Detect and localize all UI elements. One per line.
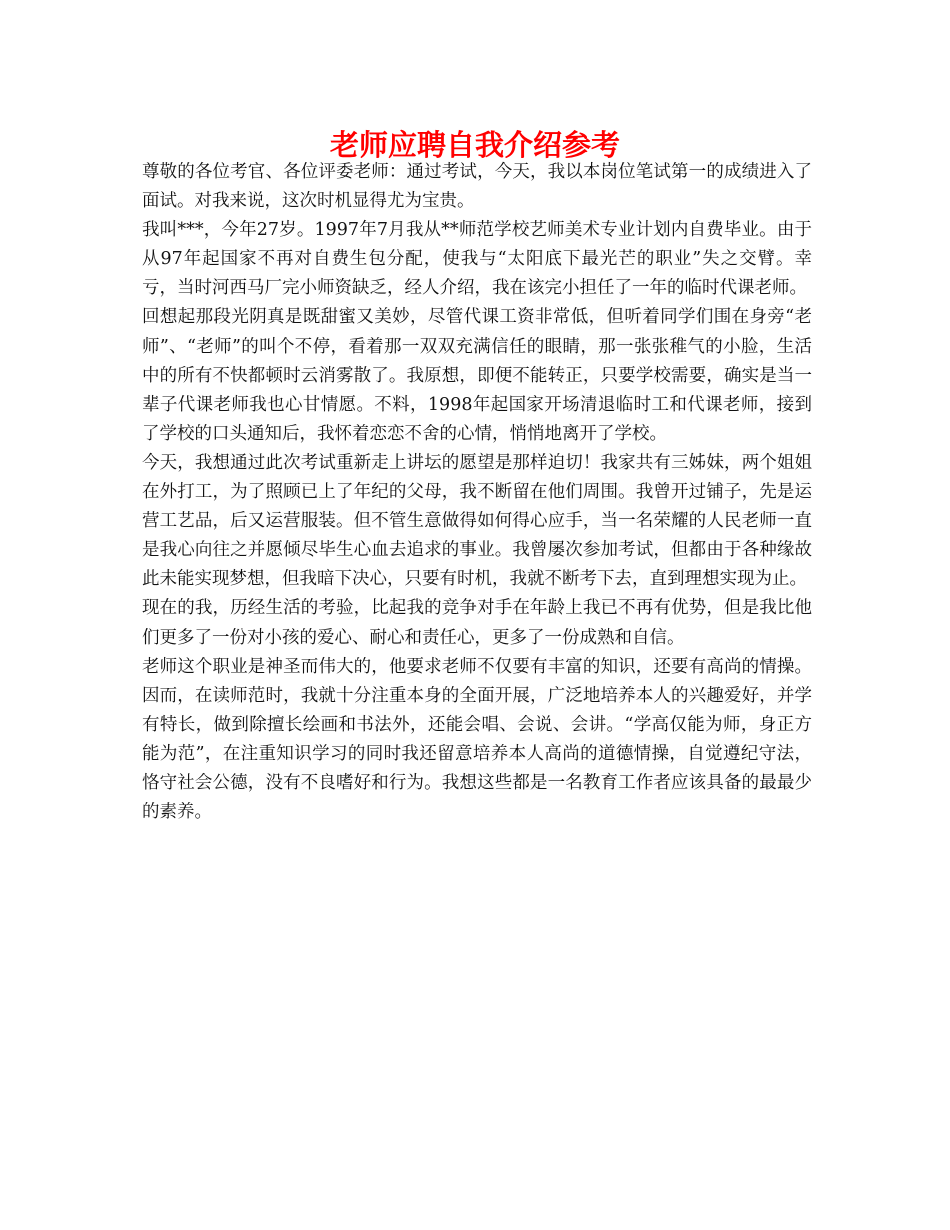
paragraph-background: 我叫***，今年27岁。1997年7月我从**师范学校艺师美术专业计划内自费毕业。由于从97年起国家不再对自费生包分配，使我与“太阳底下最光芒的职业”失之交臂。幸亏，当时河西马厂完小师资缺乏，经人介绍，我在该完小担任了一年的临时代课老师。: [142, 220, 812, 299]
paragraph-aspiration: 今天，我想通过此次考试重新走上讲坛的愿望是那样迫切！我家共有三姊妹，两个姐姐在外打工，为了照顾已上了年纪的父母，我不断留在他们周围。我曾开过铺子，先是运营工艺品，后又运营服装。但不管生意做得如何得心应手，当一名荣耀的人民老师一直是我心向往之并愿倾尽毕生心血去追求的事业。我曾屡次参加考试，但都由于各种缘故此未能实现梦想，但我暗下决心，只要有时机，我就不断考下去，直到理想实现为止。: [142, 452, 812, 590]
paragraph-teaching-profession: 老师这个职业是神圣而伟大的，他要求老师不仅要有丰富的知识，还要有高尚的情操。因而，在读师范时，我就十分注重本身的全面开展，广泛地培养本人的兴趣爱好，并学有特长，做到除擅长绘画和书法外，还能会唱、会说、会讲。“学高仅能为师，身正方能为范”，在注重知识学习的同时我还留意培养本人高尚的道德情操，自觉遵纪守法，恪守社会公德，没有不良嗜好和行为。我想这些都是一名教育工作者应该具备的最最少的素养。: [142, 656, 812, 823]
document-title: 老师应聘自我介绍参考: [329, 128, 620, 162]
paragraph-strengths: 现在的我，历经生活的考验，比起我的竞争对手在年龄上我已不再有优势，但是我比他们更多了一份对小孩的爱心、耐心和责任心，更多了一份成熟和自信。: [142, 598, 812, 648]
document-body: [142, 158, 812, 827]
paragraph-memories: 回想起那段光阴真是既甜蜜又美妙，尽管代课工资非常低，但听着同学们围在身旁“老师”、“老师”的叫个不停，看着那一双双充满信任的眼睛，那一张张稚气的小脸，生活中的所有不快都顿时云消雾散了。我原想，即便不能转正，只要学校需要，确实是当一辈子代课老师我也心甘情愿。不料，1998年起国家开场清退临时工和代课老师，接到了学校的口头通知后，我怀着恋恋不舍的心情，悄悄地离开了学校。: [142, 307, 812, 444]
paragraph-greeting: 尊敬的各位考官、各位评委老师：通过考试，今天，我以本岗位笔试第一的成绩进入了面试。对我来说，这次时机显得尤为宝贵。: [142, 162, 812, 212]
